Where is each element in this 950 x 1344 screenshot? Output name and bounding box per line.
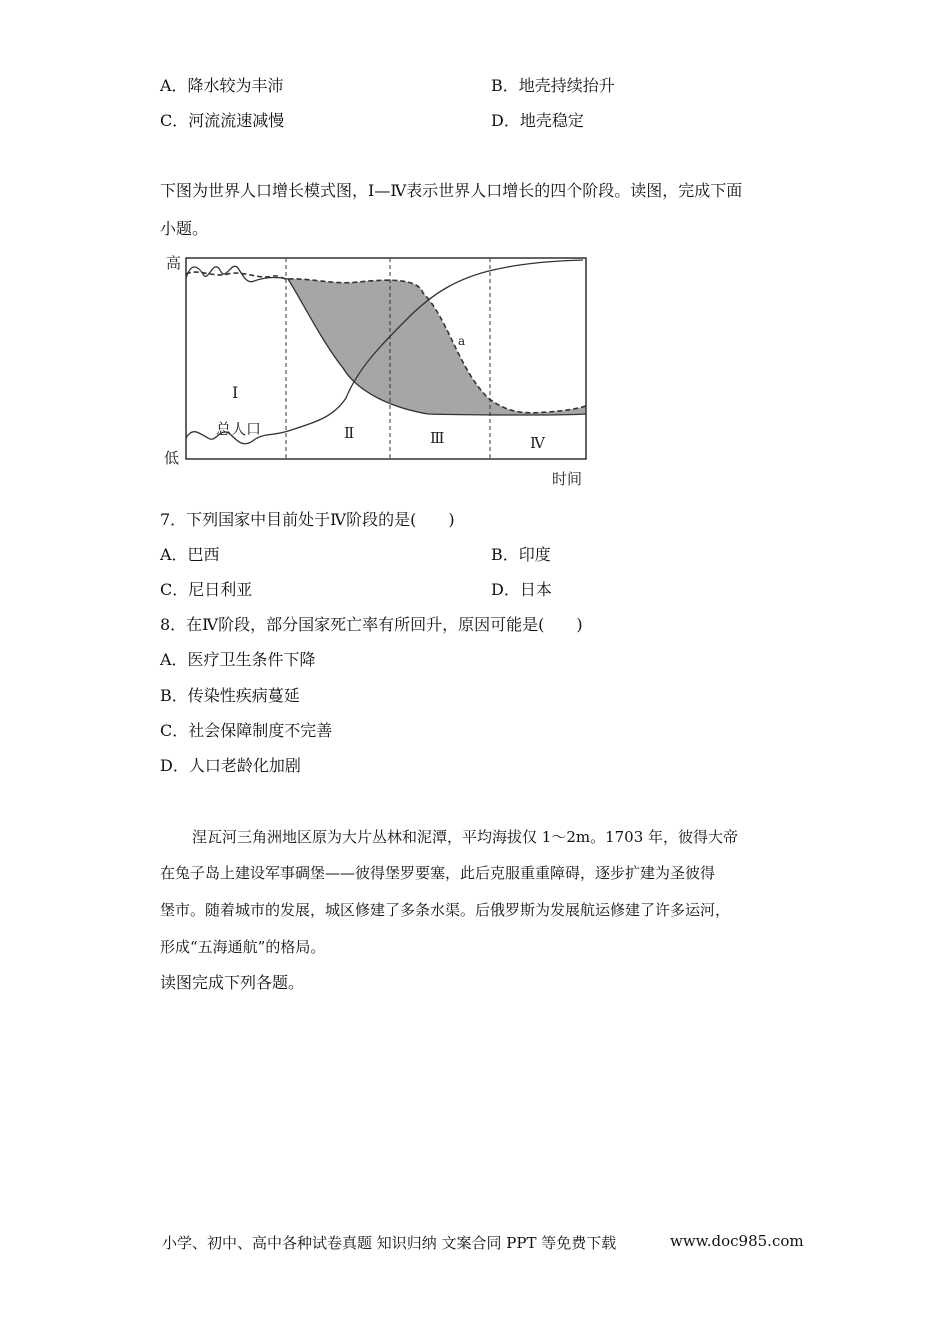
y-axis-low-label: 低 bbox=[164, 449, 180, 467]
question-8-option-b: B．传染性疾病蔓延 bbox=[160, 686, 300, 705]
question-7-stem: 7．下列国家中目前处于Ⅳ阶段的是( ) bbox=[160, 510, 455, 529]
option-d: D．地壳稳定 bbox=[491, 111, 584, 130]
question-7-option-a: A．巴西 bbox=[160, 545, 220, 564]
option-c: C．河流流速减慢 bbox=[160, 111, 285, 130]
question-8-stem: 8．在Ⅳ阶段，部分国家死亡率有所回升，原因可能是( ) bbox=[160, 615, 583, 634]
footer-url[interactable]: www.doc985.com bbox=[670, 1232, 804, 1250]
question-7-option-d: D．日本 bbox=[491, 580, 552, 599]
stage-1-label: Ⅰ bbox=[232, 383, 239, 402]
passage-line-1: 涅瓦河三角洲地区原为大片丛林和泥潭，平均海拔仅 1～2m。1703 年，彼得大帝 bbox=[192, 828, 739, 846]
option-b: B．地壳持续抬升 bbox=[491, 76, 615, 95]
passage-line-2: 在兔子岛上建设军事碉堡——彼得堡罗要塞，此后克服重重障碍，逐步扩建为圣彼得 bbox=[160, 864, 716, 882]
question-8-option-d: D．人口老龄化加剧 bbox=[160, 756, 301, 775]
natural-growth-shaded-area bbox=[288, 279, 586, 415]
population-growth-diagram bbox=[158, 248, 598, 493]
total-population-label: 总人口 bbox=[216, 420, 262, 438]
y-axis-high-label: 高 bbox=[166, 254, 182, 272]
curve-a-label: a bbox=[458, 334, 466, 348]
passage-prompt: 读图完成下列各题。 bbox=[160, 973, 305, 992]
footer-text: 小学、初中、高中各种试卷真题 知识归纳 文案合同 PPT 等免费下载 bbox=[162, 1234, 617, 1252]
x-axis-label: 时间 bbox=[552, 470, 583, 488]
stage-3-label: Ⅲ bbox=[430, 429, 445, 447]
stage-4-label: Ⅳ bbox=[530, 434, 545, 452]
option-a: A．降水较为丰沛 bbox=[160, 76, 284, 95]
question-8-option-a: A．医疗卫生条件下降 bbox=[160, 650, 316, 669]
intro-line-2: 小题。 bbox=[160, 219, 209, 238]
stage-2-label: Ⅱ bbox=[344, 424, 355, 442]
question-7-option-c: C．尼日利亚 bbox=[160, 580, 253, 599]
question-8-option-c: C．社会保障制度不完善 bbox=[160, 721, 333, 740]
question-7-option-b: B．印度 bbox=[491, 545, 551, 564]
passage-line-3: 堡市。随着城市的发展，城区修建了多条水渠。后俄罗斯为发展航运修建了许多运河， bbox=[160, 901, 731, 919]
intro-line-1: 下图为世界人口增长模式图，Ⅰ—Ⅳ表示世界人口增长的四个阶段。读图，完成下面 bbox=[160, 181, 743, 200]
passage-line-4: 形成“五海通航”的格局。 bbox=[160, 938, 326, 956]
